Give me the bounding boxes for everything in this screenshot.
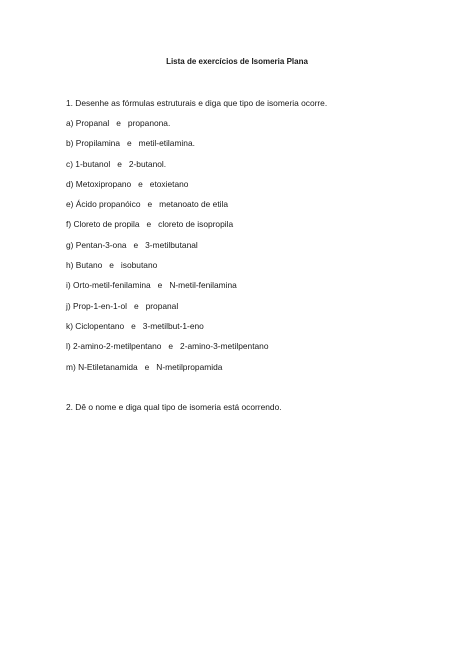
exercise-item-d: d) Metoxipropano e etoxietano xyxy=(66,178,189,189)
exercise-item-b: b) Propilamina e metil-etilamina. xyxy=(66,138,195,149)
exercise-item-h: h) Butano e isobutano xyxy=(66,260,158,271)
exercise-item-g: g) Pentan-3-ona e 3-metilbutanal xyxy=(66,239,198,250)
question-2: 2. Dê o nome e diga qual tipo de isomeria está ocorrendo. xyxy=(66,402,282,412)
exercise-item-m: m) N-Etiletanamida e N-metilpropamida xyxy=(66,361,223,372)
exercise-item-i: i) Orto-metil-fenilamina e N-metil-fenilamina xyxy=(66,280,237,291)
exercise-item-f: f) Cloreto de propila e cloreto de isopropila xyxy=(66,219,234,230)
exercise-item-c: c) 1-butanol e 2-butanol. xyxy=(66,158,167,169)
exercise-item-k: k) Ciclopentano e 3-metilbut-1-eno xyxy=(66,320,204,331)
document-title: Lista de exercícios de Isomeria Plana xyxy=(166,57,308,66)
exercise-item-e: e) Ácido propanóico e metanoato de etila xyxy=(66,199,229,210)
question-1: 1. Desenhe as fórmulas estruturais e diga que tipo de isomeria ocorre. xyxy=(66,98,328,108)
exercise-item-a: a) Propanal e propanona. xyxy=(66,118,171,128)
exercise-list xyxy=(66,118,269,382)
exercise-item-l: l) 2-amino-2-metilpentano e 2-amino-3-metilpentano xyxy=(66,341,269,352)
exercise-item-j: j) Prop-1-en-1-ol e propanal xyxy=(66,300,179,311)
